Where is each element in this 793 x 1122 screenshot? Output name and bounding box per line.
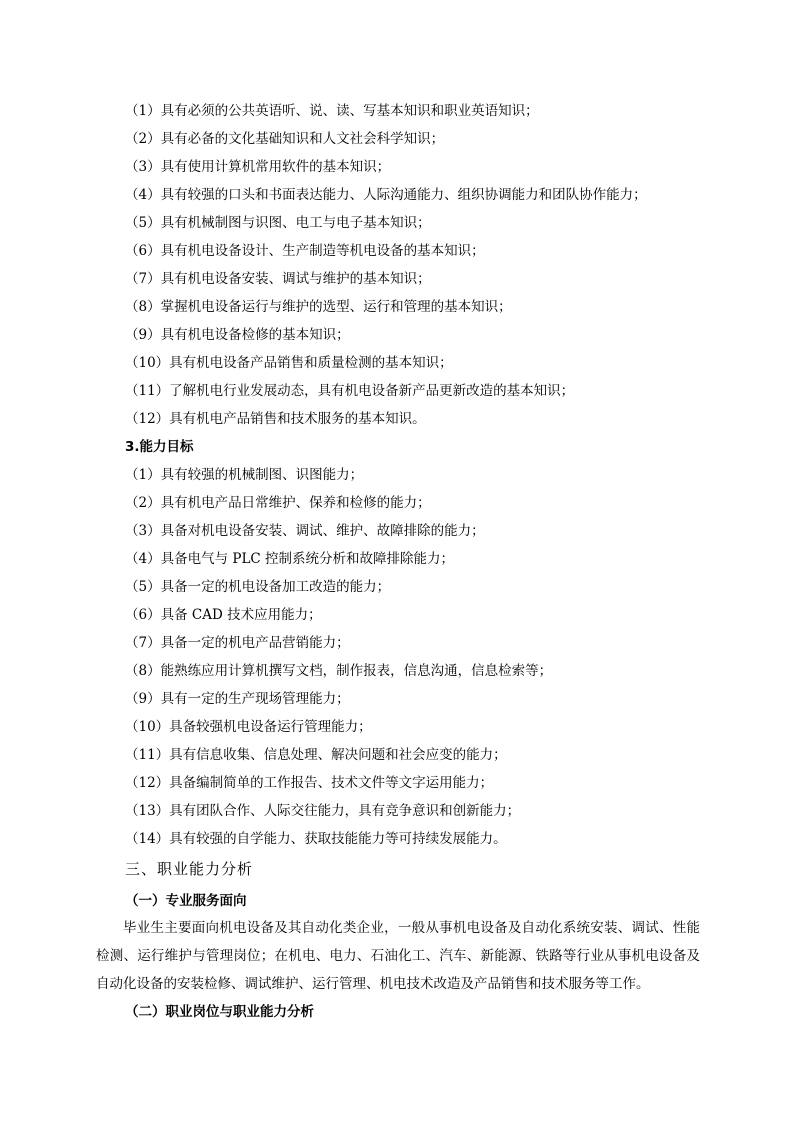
ability-item-9: （9）具有一定的生产现场管理能力；	[125, 691, 350, 707]
ability-item-4: （4）具备电气与 PLC 控制系统分析和故障排除能力；	[125, 551, 455, 567]
knowledge-item-3: （3）具有使用计算机常用软件的基本知识；	[125, 159, 391, 175]
knowledge-item-2: （2）具有必备的文化基础知识和人文社会科学知识；	[125, 131, 445, 147]
knowledge-item-10: （10）具有机电设备产品销售和质量检测的基本知识；	[125, 355, 453, 371]
section-title-career-ability: 三、职业能力分析	[125, 860, 254, 878]
knowledge-item-4: （4）具有较强的口头和书面表达能力、人际沟通能力、组织协调能力和团队协作能力；	[125, 187, 647, 203]
knowledge-item-9: （9）具有机电设备检修的基本知识；	[125, 327, 350, 343]
subsection-title-positions: （二）职业岗位与职业能力分析	[125, 1004, 314, 1020]
knowledge-item-5: （5）具有机械制图与识图、电工与电子基本知识；	[125, 215, 431, 231]
knowledge-item-11: （11）了解机电行业发展动态，具有机电设备新产品更新改造的基本知识；	[125, 383, 575, 399]
ability-item-10: （10）具备较强机电设备运行管理能力；	[125, 719, 372, 735]
knowledge-item-12: （12）具有机电产品销售和技术服务的基本知识。	[125, 411, 426, 427]
ability-item-14: （14）具有较强的自学能力、获取技能能力等可持续发展能力。	[125, 831, 507, 847]
ability-item-5: （5）具备一定的机电设备加工改造的能力；	[125, 579, 391, 595]
knowledge-item-7: （7）具有机电设备安装、调试与维护的基本知识；	[125, 271, 431, 287]
knowledge-item-8: （8）掌握机电设备运行与维护的选型、运行和管理的基本知识；	[125, 299, 512, 315]
knowledge-item-6: （6）具有机电设备设计、生产制造等机电设备的基本知识；	[125, 243, 485, 259]
ability-item-6: （6）具备 CAD 技术应用能力；	[125, 607, 322, 623]
subsection-title-service: （一）专业服务面向	[125, 893, 247, 909]
ability-item-8: （8）能熟练应用计算机撰写文档，制作报表，信息沟通，信息检索等；	[125, 663, 553, 679]
ability-heading: 3.能力目标	[125, 439, 194, 455]
knowledge-item-1: （1）具有必须的公共英语听、说、读、写基本知识和职业英语知识；	[125, 103, 539, 119]
ability-item-3: （3）具备对机电设备安装、调试、维护、故障排除的能力；	[125, 523, 485, 539]
ability-item-7: （7）具备一定的机电产品营销能力；	[125, 635, 350, 651]
ability-item-12: （12）具备编制简单的工作报告、技术文件等文字运用能力；	[125, 775, 494, 791]
ability-item-1: （1）具有较强的机械制图、识图能力；	[125, 467, 364, 483]
ability-item-13: （13）具有团队合作、人际交往能力，具有竞争意识和创新能力；	[125, 803, 521, 819]
ability-item-11: （11）具有信息收集、信息处理、解决问题和社会应变的能力；	[125, 747, 507, 763]
service-paragraph: 毕业生主要面向机电设备及其自动化类企业，一般从事机电设备及自动化系统安装、调试、性能检测、运行维护与管理岗位；在机电、电力、石油化工、汽车、新能源、铁路等行业从事机电设备及自动化设备的安装检修、调试维护、运行管理、机电技术改造及产品销售和技术服务等工作。	[96, 920, 700, 992]
ability-item-2: （2）具有机电产品日常维护、保养和检修的能力；	[125, 495, 431, 511]
